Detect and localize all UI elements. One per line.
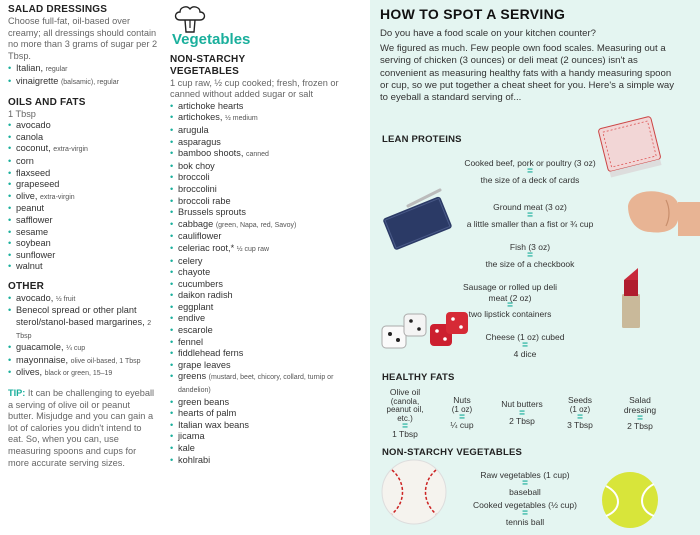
list-item: • kale [170, 443, 345, 455]
intro-text: Do you have a food scale on your kitchen counter? We figured as much. Few people own food scales. Measuring out a serving of chicken (3 ounces) or deli meat (2 ounces) isn't as convenient as measuring healthy fats with a handy measuring spoon or cup, so we put together a cheat sheet for you. Here's a simple way to eyeball a standard serving of... [380, 28, 675, 104]
list-item: • celery [170, 256, 345, 268]
tip-paragraph: TIP: It can be challenging to eyeball a serving of olive oil or peanut butter. Misjudge and you can gain a lot of calories you didn't intend to eat. So, when you can, use measuring spoons and cups for more accurate serving sizes. [8, 388, 155, 468]
oils-serving: 1 Tbsp [8, 108, 36, 119]
cooked-vegetables-equivalence: Cooked vegetables (½ cup) = tennis ball [473, 500, 577, 527]
nut-butters-equivalence: Nut butters = 2 Tbsp [501, 399, 543, 426]
raw-vegetables-equivalence: Raw vegetables (1 cup) = baseball [480, 470, 570, 497]
seeds-equivalence: Seeds (1 oz) = 3 Tbsp [567, 395, 593, 430]
salad-dressings-heading: SALAD DRESSINGS [8, 4, 108, 15]
other-list [8, 293, 158, 380]
list-item: • vinaigrette (balsamic), regular [8, 76, 158, 89]
list-item: • olives, black or green, 15–19 [8, 367, 158, 380]
list-item: • avocado [8, 120, 158, 132]
beef-equivalence: Cooked beef, pork or poultry (3 oz) = the size of a deck of cards [464, 158, 596, 185]
list-item: • celeriac root,* ½ cup raw [170, 243, 345, 256]
list-item: • guacamole, ¼ cup [8, 342, 158, 355]
fist-illustration [620, 178, 700, 248]
list-item: • cabbage (green, Napa, red, Savoy) [170, 219, 345, 232]
ground-meat-equivalence: Ground meat (3 oz) = a little smaller than a fist or ¾ cup [466, 202, 594, 229]
non-starchy-desc: 1 cup raw, ½ cup cooked; fresh, frozen or canned without added sugar or salt [170, 77, 339, 100]
list-item: • mayonnaise, olive oil-based, 1 Tbsp [8, 355, 158, 368]
salad-dressings-desc: Choose full-fat, oil-based over creamy; all dressings should contain no more than 3 grams of sugar per 2 Tbsp. [8, 16, 158, 61]
list-item: • asparagus [170, 137, 345, 149]
oils-fats-heading: OILS AND FATS [8, 96, 86, 108]
list-item: • eggplant [170, 302, 345, 314]
list-item: • greens (mustard, beet, chicory, collard, turnip or dandelion) [170, 371, 345, 396]
lean-proteins-heading: LEAN PROTEINS [382, 134, 462, 145]
sausage-equivalence: Sausage or rolled up deli meat (2 oz) = two lipstick containers [462, 282, 558, 319]
left-column [8, 4, 158, 469]
serving-guide-panel [370, 0, 700, 535]
list-item: • sunflower [8, 250, 158, 262]
list-item: • coconut, extra-virgin [8, 143, 158, 156]
list-item: • Italian wax beans [170, 420, 345, 432]
oils-list [8, 120, 158, 273]
list-item: • endive [170, 313, 345, 325]
list-item: • olive, extra-virgin [8, 191, 158, 204]
non-starchy-vegetables-heading: NON-STARCHY VEGETABLES [382, 447, 523, 458]
olive-oil-equivalence: Olive oil (canola, peanut oil, etc.) = 1 Tbsp [386, 387, 424, 439]
vegetables-column [170, 4, 345, 466]
list-item: • peanut [8, 203, 158, 215]
baseball-illustration [378, 456, 450, 528]
page-title: HOW TO SPOT A SERVING [380, 6, 566, 22]
list-item: • corn [8, 156, 158, 168]
list-item: • Benecol spread or other plant sterol/stanol-based margarines, 2 Tbsp [8, 305, 158, 342]
salad-dressings-list [8, 63, 158, 88]
list-item: • soybean [8, 238, 158, 250]
list-item: • sesame [8, 227, 158, 239]
list-item: • walnut [8, 261, 158, 273]
list-item: • safflower [8, 215, 158, 227]
nuts-equivalence: Nuts (1 oz) = ¼ cup [450, 395, 474, 430]
non-starchy-heading: NON-STARCHY VEGETABLES [170, 53, 246, 77]
fish-equivalence: Fish (3 oz) = the size of a checkbook [485, 242, 575, 269]
list-item: • fennel [170, 337, 345, 349]
list-item: • hearts of palm [170, 408, 345, 420]
list-item: • flaxseed [8, 168, 158, 180]
list-item: • kohlrabi [170, 455, 345, 467]
list-item: • fiddlehead ferns [170, 348, 345, 360]
other-heading: OTHER [8, 280, 44, 292]
list-item: • broccoli [170, 172, 345, 184]
vegetables-list [170, 101, 345, 466]
list-item: • grapeseed [8, 179, 158, 191]
list-item: • canola [8, 132, 158, 144]
list-item: • artichokes, ½ medium [170, 112, 345, 125]
tennis-ball-illustration [598, 470, 662, 530]
list-item: • Italian, regular [8, 63, 158, 76]
list-item: • arugula [170, 125, 345, 137]
list-item: • grape leaves [170, 360, 345, 372]
vegetables-title: Vegetables [172, 31, 251, 48]
list-item: • cauliflower [170, 231, 345, 243]
list-item: • bok choy [170, 161, 345, 173]
list-item: • daikon radish [170, 290, 345, 302]
list-item: • green beans [170, 397, 345, 409]
list-item: • avocado, ½ fruit [8, 293, 158, 306]
list-item: • chayote [170, 267, 345, 279]
list-item: • bamboo shoots, canned [170, 148, 345, 161]
list-item: • broccolini [170, 184, 345, 196]
list-item: • cucumbers [170, 279, 345, 291]
tip-label: TIP: [8, 388, 26, 399]
list-item: • escarole [170, 325, 345, 337]
salad-dressing-equivalence: Salad dressing = 2 Tbsp [623, 395, 657, 431]
broccoli-icon [172, 4, 208, 34]
healthy-fats-heading: HEALTHY FATS [382, 372, 455, 383]
list-item: • Brussels sprouts [170, 207, 345, 219]
list-item: • artichoke hearts [170, 101, 345, 113]
cheese-equivalence: Cheese (1 oz) cubed = 4 dice [485, 332, 565, 359]
list-item: • broccoli rabe [170, 196, 345, 208]
lipstick-illustration [614, 258, 654, 332]
list-item: • jicama [170, 431, 345, 443]
